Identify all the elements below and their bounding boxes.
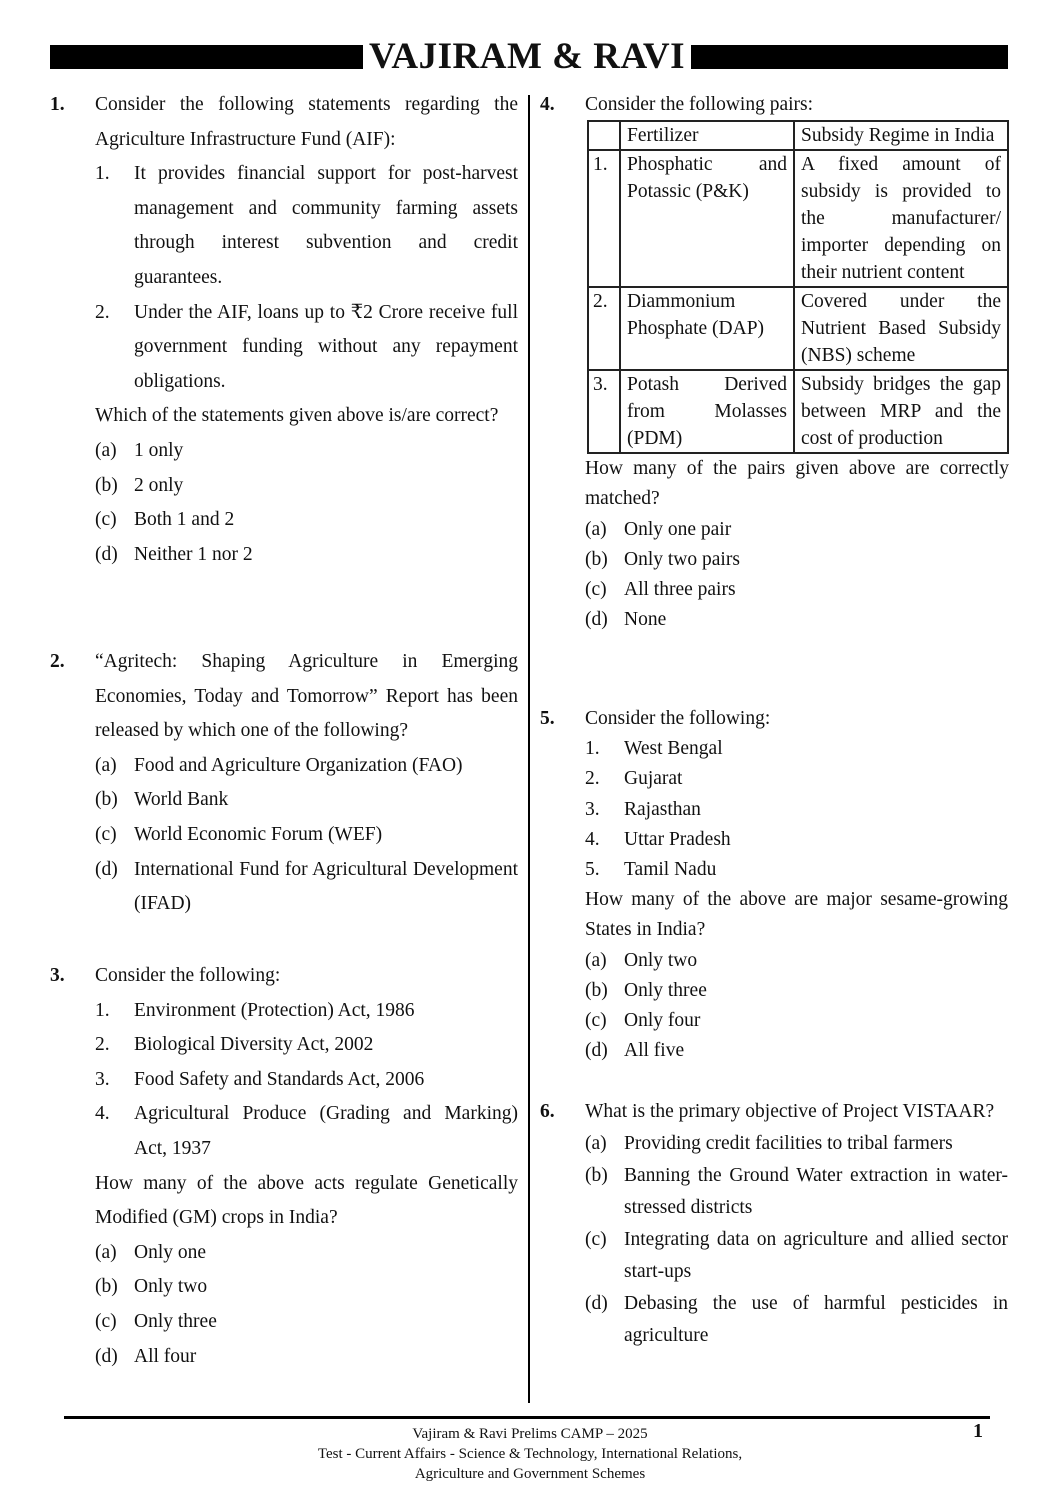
statement: [585, 764, 1008, 794]
question-row: [540, 1096, 1008, 1352]
statement-number: 2.: [95, 1034, 110, 1056]
question-number: 3.: [50, 965, 65, 986]
statement: [585, 825, 1008, 855]
statement-text: Gujarat: [624, 768, 683, 790]
question-body: [95, 88, 518, 572]
option-text: Only two: [624, 949, 698, 971]
question-stem: Consider the following:: [95, 965, 281, 986]
option-c: [585, 575, 1009, 605]
statement-text: Uttar Pradesh: [624, 828, 731, 850]
option-letter: (b): [95, 1276, 118, 1298]
footer-line-3: Agriculture and Government Schemes: [414, 1466, 646, 1482]
option-letter: (d): [95, 1345, 118, 1367]
statement-number: 3.: [585, 798, 600, 820]
question-row: [50, 959, 518, 1374]
question-number: 6.: [540, 1101, 555, 1122]
option-letter: (d): [95, 858, 118, 880]
statement-number: 2.: [95, 301, 110, 323]
question-stem: Consider the following pairs:: [585, 94, 814, 115]
statement-text: Food Safety and Standards Act, 2006: [134, 1068, 425, 1090]
option-text: Only two pairs: [624, 548, 740, 570]
option-letter: (b): [95, 474, 118, 496]
question-row: [540, 704, 1008, 1066]
statement-number: 1.: [95, 163, 110, 185]
option-letter: (b): [585, 548, 608, 570]
option-a: [585, 1128, 1008, 1160]
question-prompt: How many of the above acts regulate Genetically Modified (GM) crops in India?: [95, 1172, 518, 1229]
option-letter: (a): [585, 518, 607, 540]
option-letter: (c): [95, 509, 117, 531]
question-row: [50, 645, 518, 922]
option-text: Neither 1 nor 2: [134, 543, 253, 565]
option-letter: (c): [95, 1310, 117, 1332]
pairs-table: [587, 120, 1009, 454]
option-letter: (a): [95, 439, 117, 461]
option-d: [95, 1340, 518, 1375]
question-4: [540, 90, 1008, 635]
statement-text: Biological Diversity Act, 2002: [134, 1034, 374, 1056]
option-letter: (a): [95, 1241, 117, 1263]
table-cell: A fixed amount of subsidy is provided to the manufacturer/ importer depending on their nutrient content: [794, 150, 1008, 287]
option-letter: (b): [585, 1165, 608, 1186]
question-5: [540, 704, 1008, 1066]
statement-text: It provides financial support for post-harvest management and community farming assets through interest subvention and credit guarantees.: [134, 163, 518, 288]
question-body: [585, 704, 1008, 1066]
option-c: [95, 818, 518, 853]
statement-number: 4.: [95, 1103, 110, 1125]
option-d: [95, 538, 518, 573]
option-text: Only one: [134, 1241, 207, 1263]
table-header-row: [588, 121, 1008, 150]
question-body: [585, 90, 1009, 635]
statement-text: Rajasthan: [624, 798, 701, 820]
option-text: World Bank: [134, 789, 229, 811]
question-stem: What is the primary objective of Project VISTAAR?: [585, 1101, 995, 1122]
question-number: 5.: [540, 708, 555, 729]
option-text: Integrating data on agriculture and allied sector start-ups: [624, 1229, 1008, 1282]
option-c: [95, 1305, 518, 1340]
statement-text: Environment (Protection) Act, 1986: [134, 999, 415, 1021]
option-d: [585, 1288, 1008, 1352]
statement: [95, 994, 518, 1029]
footer-rule: [64, 1416, 990, 1419]
option-c: [585, 1224, 1008, 1288]
page-number: 1: [973, 1420, 983, 1442]
table-cell: Potash Derived from Molasses (PDM): [620, 370, 794, 453]
option-text: All four: [134, 1345, 197, 1367]
option-a: [585, 515, 1009, 545]
option-letter: (c): [585, 579, 607, 601]
question-body: [95, 645, 518, 922]
question-row: [50, 88, 518, 572]
footer-line-1: Vajiram & Ravi Prelims CAMP – 2025: [412, 1426, 648, 1442]
option-letter: (b): [95, 789, 118, 811]
option-letter: (a): [585, 949, 607, 971]
table-header-cell: Subsidy Regime in India: [794, 121, 1008, 150]
table-cell: Phosphatic and Potassic (P&K): [620, 150, 794, 287]
column-divider: [528, 95, 530, 1403]
header-bar-left: [50, 45, 363, 69]
table-header-cell: Fertilizer: [620, 121, 794, 150]
option-b: [585, 1160, 1008, 1224]
option-c: [95, 503, 518, 538]
statement-text: West Bengal: [624, 738, 723, 760]
option-text: World Economic Forum (WEF): [134, 823, 383, 845]
option-text: Providing credit facilities to tribal farmers: [624, 1133, 953, 1154]
statement-text: Under the AIF, loans up to ₹2 Crore receive full government funding without any repayment obligations.: [134, 301, 518, 392]
question-stem: “Agritech: Shaping Agriculture in Emerging Economies, Today and Tomorrow” Report has been released by which one of the following?: [95, 651, 518, 742]
option-letter: (c): [585, 1229, 607, 1250]
header-title: VAJIRAM & RAVI: [368, 36, 686, 77]
table-row: [588, 150, 1008, 287]
option-a: [95, 434, 518, 469]
option-letter: (d): [585, 609, 608, 631]
statement: [95, 296, 518, 400]
question-prompt: How many of the above are major sesame-growing States in India?: [585, 889, 1008, 941]
statement: [585, 795, 1008, 825]
table-cell: Subsidy bridges the gap between MRP and the cost of production: [794, 370, 1008, 453]
table-cell: 3.: [588, 370, 620, 453]
option-b: [585, 545, 1009, 575]
statement-number: 2.: [585, 768, 600, 790]
option-d: [585, 605, 1009, 635]
statement-number: 5.: [585, 859, 600, 881]
footer-line-2: Test - Current Affairs - Science & Technology, International Relations,: [317, 1446, 743, 1462]
option-text: None: [624, 609, 667, 631]
table-header-cell: [588, 121, 620, 150]
option-text: All five: [624, 1040, 685, 1062]
table-cell: 1.: [588, 150, 620, 287]
statement: [95, 1063, 518, 1098]
statement-text: Tamil Nadu: [624, 859, 717, 881]
table-row: [588, 287, 1008, 370]
option-b: [95, 1270, 518, 1305]
option-a: [585, 946, 1008, 976]
option-d: [585, 1036, 1008, 1066]
statement: [95, 1097, 518, 1166]
option-text: International Fund for Agricultural Development (IFAD): [134, 858, 518, 915]
question-stem: Consider the following statements regarding the Agriculture Infrastructure Fund (AIF):: [95, 94, 518, 150]
option-a: [95, 749, 518, 784]
statement-number: 4.: [585, 828, 600, 850]
option-text: Only one pair: [624, 518, 732, 540]
question-3: [50, 959, 518, 1374]
option-text: Both 1 and 2: [134, 509, 235, 531]
question-prompt: How many of the pairs given above are correctly matched?: [585, 458, 1009, 510]
option-letter: (c): [585, 1010, 607, 1032]
option-text: Only three: [624, 979, 707, 1001]
question-1: [50, 88, 518, 572]
question-6: [540, 1096, 1008, 1352]
option-c: [585, 1006, 1008, 1036]
statement: [585, 855, 1008, 885]
statement-number: 1.: [585, 738, 600, 760]
option-text: Food and Agriculture Organization (FAO): [134, 754, 463, 776]
option-letter: (c): [95, 823, 117, 845]
option-text: Only four: [624, 1010, 701, 1032]
header-bar-right: [691, 45, 1008, 69]
option-text: Banning the Ground Water extraction in water-stressed districts: [624, 1165, 1008, 1218]
question-row: [540, 90, 1008, 635]
option-letter: (a): [95, 754, 117, 776]
option-text: 1 only: [134, 439, 184, 461]
option-letter: (b): [585, 979, 608, 1001]
option-letter: (d): [585, 1040, 608, 1062]
option-d: [95, 853, 518, 922]
statement: [95, 1028, 518, 1063]
option-letter: (a): [585, 1133, 607, 1154]
option-text: Only two: [134, 1276, 208, 1298]
question-2: [50, 645, 518, 922]
option-b: [95, 469, 518, 504]
statement: [95, 157, 518, 295]
table-cell: Diammonium Phosphate (DAP): [620, 287, 794, 370]
statement-number: 3.: [95, 1068, 110, 1090]
statement-text: Agricultural Produce (Grading and Marking) Act, 1937: [134, 1103, 518, 1159]
option-b: [95, 783, 518, 818]
statement-number: 1.: [95, 999, 110, 1021]
option-text: Debasing the use of harmful pesticides in agriculture: [624, 1293, 1008, 1346]
option-text: Only three: [134, 1310, 217, 1332]
statement: [585, 734, 1008, 764]
table-cell: 2.: [588, 287, 620, 370]
table-row: [588, 370, 1008, 453]
option-letter: (d): [95, 543, 118, 565]
option-letter: (d): [585, 1293, 608, 1314]
question-number: 2.: [50, 651, 65, 672]
question-prompt: Which of the statements given above is/are correct?: [95, 405, 499, 427]
question-stem: Consider the following:: [585, 708, 771, 729]
option-text: All three pairs: [624, 579, 736, 601]
question-number: 1.: [50, 94, 65, 115]
question-number: 4.: [540, 94, 555, 115]
option-a: [95, 1236, 518, 1271]
question-body: [95, 959, 518, 1374]
option-text: 2 only: [134, 474, 184, 496]
footer: [200, 1424, 860, 1484]
question-body: [585, 1096, 1008, 1352]
table-cell: Covered under the Nutrient Based Subsidy (NBS) scheme: [794, 287, 1008, 370]
option-b: [585, 976, 1008, 1006]
